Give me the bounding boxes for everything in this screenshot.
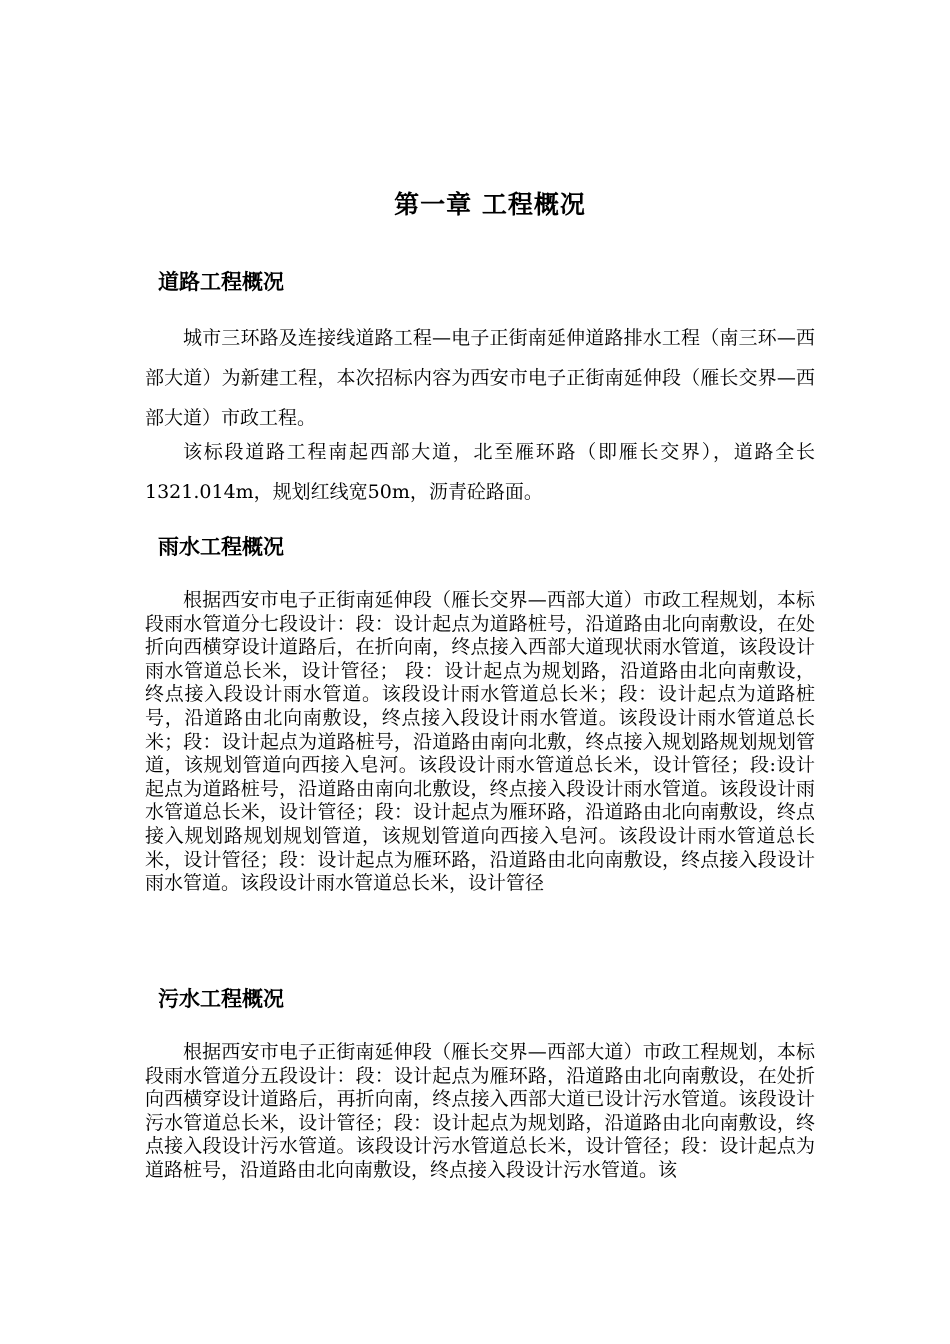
section-heading-sewage: 污水工程概况 (158, 987, 284, 1011)
road-paragraph-1: 城市三环路及连接线道路工程—电子正街南延伸道路排水工程（南三环—西部大道）为新建工程，本次招标内容为西安市电子正街南延伸段（雁长交界—西部大道）市政工程。 (145, 327, 815, 429)
road-paragraph-2: 该标段道路工程南起西部大道，北至雁环路（即雁长交界），道路全长1321.014m，规划红线宽50m，沥青砼路面。 (145, 441, 815, 503)
section-heading-rainwater: 雨水工程概况 (158, 535, 284, 559)
chapter-title: 第一章 工程概况 (394, 190, 586, 219)
section-heading-road: 道路工程概况 (158, 270, 284, 294)
sewage-paragraph: 根据西安市电子正街南延伸段（雁长交界—西部大道）市政工程规划，本标段雨水管道分五段设计：段：设计起点为雁环路，沿道路由北向南敷设，在处折向西横穿设计道路后，再折向南，终点接入西部大道已设计污水管道。该段设计污水管道总长米，设计管径；段：设计起点为规划路，沿道路由北向南敷设，终点接入段设计污水管道。该段设计污水管道总长米，设计管径；段：设计起点为道路桩号，沿道路由北向南敷设，终点接入段设计污水管道。该 (145, 1041, 815, 1181)
rainwater-paragraph: 根据西安市电子正街南延伸段（雁长交界—西部大道）市政工程规划，本标段雨水管道分七段设计：段：设计起点为道路桩号，沿道路由北向南敷设，在处折向西横穿设计道路后，在折向南，终点接入西部大道现状雨水管道，该段设计雨水管道总长米，设计管径； 段：设计起点为规划路，沿道路由北向南敷设，终点接入段设计雨水管道。该段设计雨水管道总长米；段：设计起点为道路桩号，沿道路由北向南敷设，终点接入段设计雨水管道。该段设计雨水管道总长米；段：设计起点为道路桩号，沿道路由南向北敷，终点接入规划路规划规划管道，该规划管道向西接入皂河。该段设计雨水管道总长米，设计管径；段:设计起点为道路桩号，沿道路由南向北敷设，终点接入段设计雨水管道。该段设计雨水管道总长米，设计管径；段：设计起点为雁环路，沿道路由北向南敷设，终点接入规划路规划规划管道，该规划管道向西接入皂河。该段设计雨水管道总长米，设计管径；段：设计起点为雁环路，沿道路由北向南敷设，终点接入段设计雨水管道。该段设计雨水管道总长米，设计管径 (145, 589, 815, 895)
